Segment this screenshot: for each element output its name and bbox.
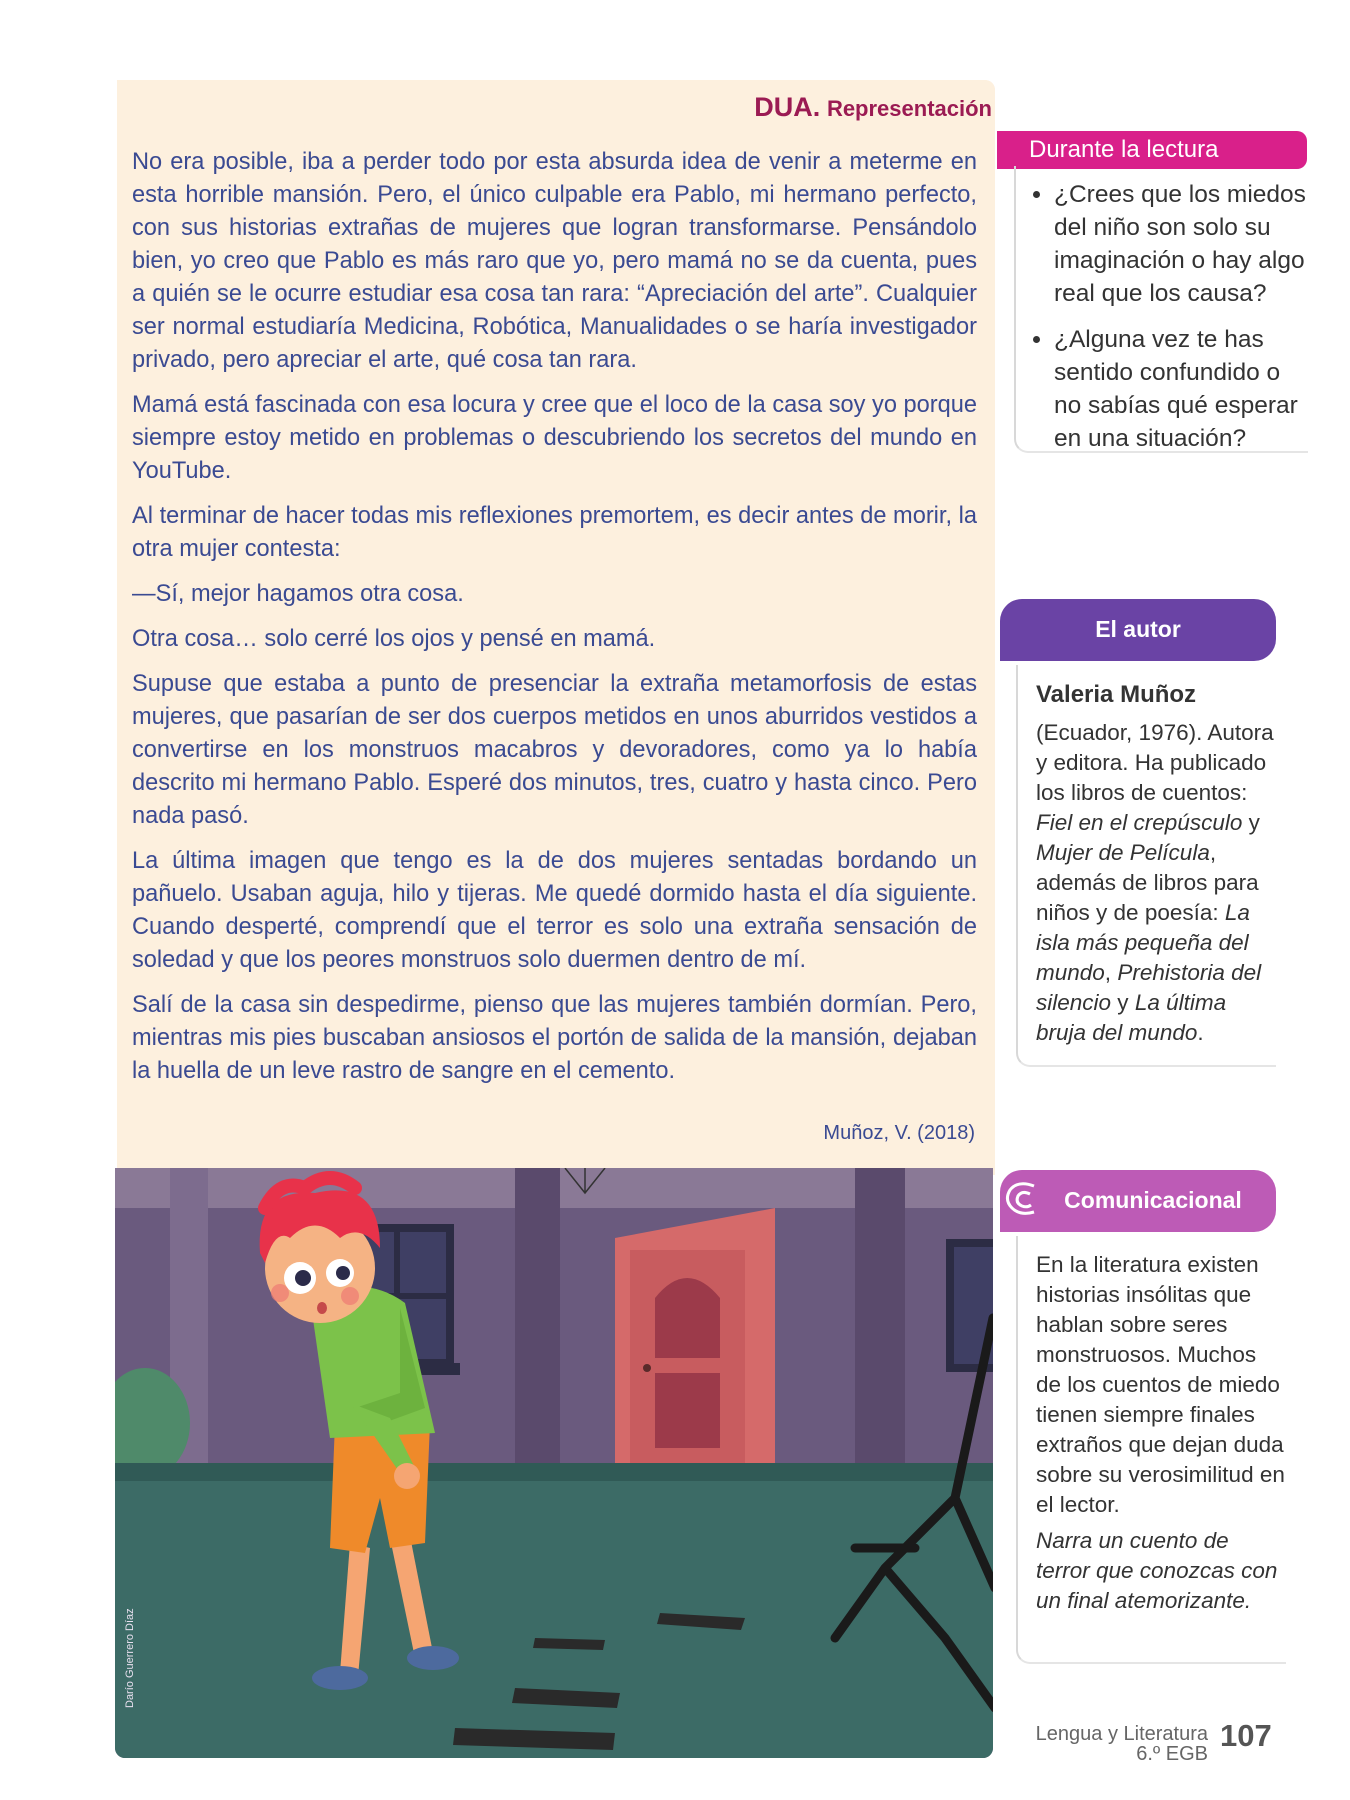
story-paragraph: Otra cosa… solo cerré los ojos y pensé en mamá. [132, 626, 656, 652]
page-number: 107 [1220, 1718, 1272, 1753]
during-reading-box [1014, 166, 1308, 453]
separator: , [1104, 960, 1118, 985]
grade-level: 6.º EGB [1136, 1743, 1208, 1765]
dua-label [754, 92, 992, 123]
communication-box [1016, 1236, 1286, 1664]
illustration-credit: Darío Guerrero Díaz [124, 1608, 136, 1708]
communication-icon [1000, 1176, 1044, 1226]
communication-title: Comunicacional [1064, 1187, 1242, 1213]
citation: Muñoz, V. (2018) [823, 1122, 975, 1144]
book-title: Mujer de Película [1036, 840, 1210, 865]
footer-subject [1036, 1724, 1208, 1764]
dua-bold: DUA. [754, 92, 821, 122]
author-name: Valeria Muñoz [1036, 681, 1197, 708]
communication-text: En la literatura existen historias insólitas que hablan sobre seres monstruosos. Muchos de los cuentos de miedo tienen siempre finales extraños que dejan duda sobre su verosimilitud en el lector. [1036, 1252, 1285, 1517]
bio-end: . [1197, 1020, 1204, 1045]
story-paragraph: No era posible, iba a perder todo por esta absurda idea de venir a meterme en esta horrible mansión. Pero, el único culpable era Pablo, mi hermano perfecto, con sus historias extrañas de mujeres que logran transformarse. Pensándolo bien, yo creo que Pablo es más raro que yo, pero mamá no se da cuenta, pues a quién se le ocurre estudiar esa cosa tan rara: “Apreciación del arte”. Cualquier ser normal estudiaría Medicina, Robótica, Manualidades o se haría investigador privado, pero apreciar el arte, qué cosa tan rara. [132, 149, 977, 373]
author-bio-intro: (Ecuador, 1976). Autora y editora. Ha publicado los libros de cuentos: [1036, 720, 1274, 805]
dua-representation: Representación [826, 96, 992, 121]
book-title: La última bruja del mundo [1036, 990, 1227, 1045]
book-title: La isla más pequeña del mundo [1036, 900, 1250, 985]
story-paragraph: Supuse que estaba a punto de presenciar la extraña metamorfosis de estas mujeres, que pasarían de ser dos cuerpos metidos en unos aburridos vestidos a convertirse en los monstruos macabros y devoradores, como ya lo había descrito mi hermano Pablo. Esperé dos minutos, tres, cuatro y hasta cinco. Pero nada pasó. [132, 671, 977, 829]
author-header [1000, 599, 1276, 661]
author-bio [1036, 718, 1276, 1048]
story-illustration [115, 1168, 993, 1758]
communication-task: Narra un cuento de terror que conozcas con un final atemorizante. [1036, 1528, 1278, 1613]
author-box [1016, 665, 1276, 1067]
question-item: • ¿Alguna vez te has sentido confundido o no sabías qué esperar en una situación? [1054, 323, 1308, 453]
book-title: Prehistoria del silencio [1036, 960, 1262, 1015]
separator: y [1242, 810, 1260, 835]
illustration-svg [115, 1168, 993, 1758]
separator: y [1111, 990, 1135, 1015]
author-title: El autor [1095, 616, 1181, 642]
during-reading-header [997, 131, 1307, 169]
story-paragraph: Mamá está fascinada con esa locura y cree que el loco de la casa soy yo porque siempre estoy metido en problemas o descubriendo los secretos del mundo en YouTube. [132, 392, 977, 484]
story-text [132, 146, 977, 1100]
story-paragraph: Salí de la casa sin despedirme, pienso que las mujeres también dormían. Pero, mientras mis pies buscaban ansiosos el portón de salida de la mansión, dejaban la huella de un leve rastro de sangre en el cemento. [132, 992, 977, 1084]
during-reading-title: Durante la lectura [1029, 136, 1219, 163]
author-bio-mid: , además de libros para niños y de poesía: [1036, 840, 1259, 925]
subject-name: Lengua y Literatura [1035, 1723, 1208, 1745]
question-list [1016, 178, 1308, 453]
story-paragraph: Al terminar de hacer todas mis reflexiones premortem, es decir antes de morir, la otra mujer contesta: [132, 503, 977, 562]
story-paragraph: La última imagen que tengo es la de dos mujeres sentadas bordando un pañuelo. Usaban aguja, hilo y tijeras. Me quedé dormido hasta el día siguiente. Cuando desperté, comprendí que el terror es solo una extraña sensación de soledad y que los peores monstruos solo duermen dentro de mí. [132, 848, 977, 973]
story-paragraph: —Sí, mejor hagamos otra cosa. [132, 581, 464, 607]
book-title: Fiel en el crepúsculo [1036, 810, 1243, 835]
question-item: • ¿Crees que los miedos del niño son solo su imaginación o hay algo real que los causa? [1054, 178, 1308, 310]
